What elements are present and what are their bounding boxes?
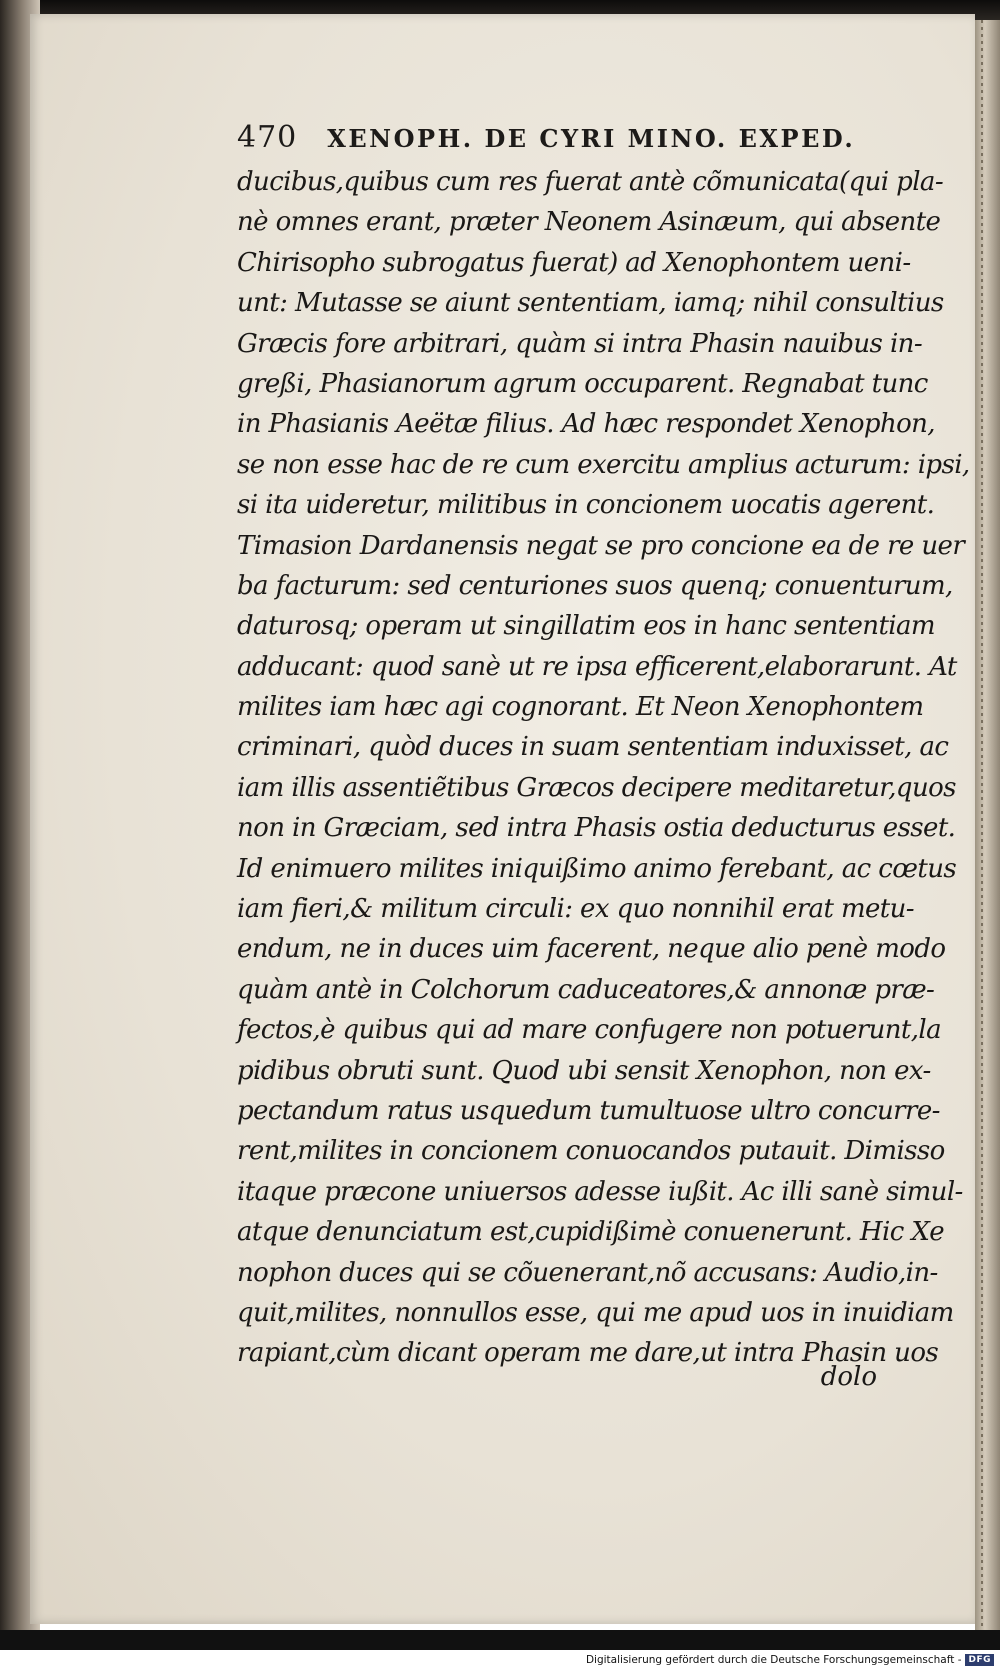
text-line: ducibus,quibus cum res fuerat antè cõmunicata(qui pla-: [237, 167, 943, 197]
page-number: 470: [237, 120, 298, 155]
text-line: iam illis assentiẽtibus Græcos decipere meditaretur,quos: [237, 772, 956, 803]
body-text: [237, 162, 970, 1374]
catchword: dolo: [820, 1362, 877, 1392]
text-line: iam fieri,& militum circuli: ex quo nonnihil erat metu-: [237, 894, 914, 925]
text-line: in Phasianis Aeëtæ filius. Ad hæc respondet Xenophon,: [237, 409, 935, 440]
text-line: quit,milites, nonnullos esse, qui me apud uos in inuidiam: [237, 1297, 954, 1328]
text-line: ba facturum: sed centuriones suos quenq; conuenturum,: [237, 570, 953, 601]
text-line: non in Græciam, sed intra Phasis ostia deducturus esset.: [237, 813, 956, 844]
digitization-credit: [0, 1650, 1000, 1669]
text-line: Chirisopho subrogatus fuerat) ad Xenophontem ueni-: [237, 247, 911, 278]
dfg-logo: DFG: [965, 1654, 994, 1666]
text-line: quàm antè in Colchorum caduceatores,& annonæ præ-: [237, 974, 935, 1005]
text-line: Græcis fore arbitrari, quàm si intra Phasin nauibus in-: [237, 328, 923, 359]
text-line: pidibus obruti sunt. Quod ubi sensit Xenophon, non ex-: [237, 1055, 931, 1086]
text-line: adducant: quod sanè ut re ipsa efficerent,elaborarunt. At: [237, 651, 957, 682]
text-line: daturosq; operam ut singillatim eos in hanc sententiam: [237, 611, 935, 642]
text-line: se non esse hac de re cum exercitu amplius acturum: ipsi,: [237, 449, 970, 480]
text-line: atque denunciatum est,cupidißimè conuenerunt. Hic Xe: [237, 1217, 945, 1248]
text-line: rapiant,cùm dicant operam me dare,ut intra Phasin uos: [237, 1338, 939, 1369]
text-line: criminari, quòd duces in suam sententiam induxisset, ac: [237, 732, 949, 763]
text-line: unt: Mutasse se aiunt sententiam, iamq; nihil consultius: [237, 288, 944, 319]
scan-bottom-border: [0, 1630, 1000, 1650]
running-head: [237, 120, 887, 160]
text-line: itaque præcone uniuersos adesse iußit. Ac illi sanè simul-: [237, 1176, 963, 1207]
text-line: fectos,è quibus qui ad mare confugere non potuerunt,la: [237, 1015, 942, 1046]
running-title: XENOPH. DE CYRI MINO. EXPED.: [327, 124, 856, 153]
page-edge-stack: [975, 20, 1000, 1630]
text-line: Timasion Dardanensis negat se pro concione ea de re uer: [237, 530, 965, 561]
text-line: nophon duces qui se cõuenerant,nõ accusans: Audio,in-: [237, 1257, 938, 1288]
text-line: nè omnes erant, præter Neonem Asinæum, qui absente: [237, 207, 941, 238]
text-line: si ita uideretur, militibus in concionem uocatis agerent.: [237, 490, 935, 521]
credit-text: Digitalisierung gefördert durch die Deutsche Forschungsgemeinschaft -: [585, 1653, 962, 1666]
text-line: pectandum ratus usquedum tumultuose ultro concurre-: [237, 1095, 940, 1126]
text-line: milites iam hæc agi cognorant. Et Neon Xenophontem: [237, 692, 924, 723]
text-line: greßi, Phasianorum agrum occuparent. Regnabat tunc: [237, 368, 928, 399]
text-line: rent,milites in concionem conuocandos putauit. Dimisso: [237, 1136, 945, 1167]
text-line: Id enimuero milites iniquißimo animo ferebant, ac cœtus: [237, 853, 957, 884]
text-line: endum, ne in duces uim facerent, neque alio penè modo: [237, 934, 946, 965]
